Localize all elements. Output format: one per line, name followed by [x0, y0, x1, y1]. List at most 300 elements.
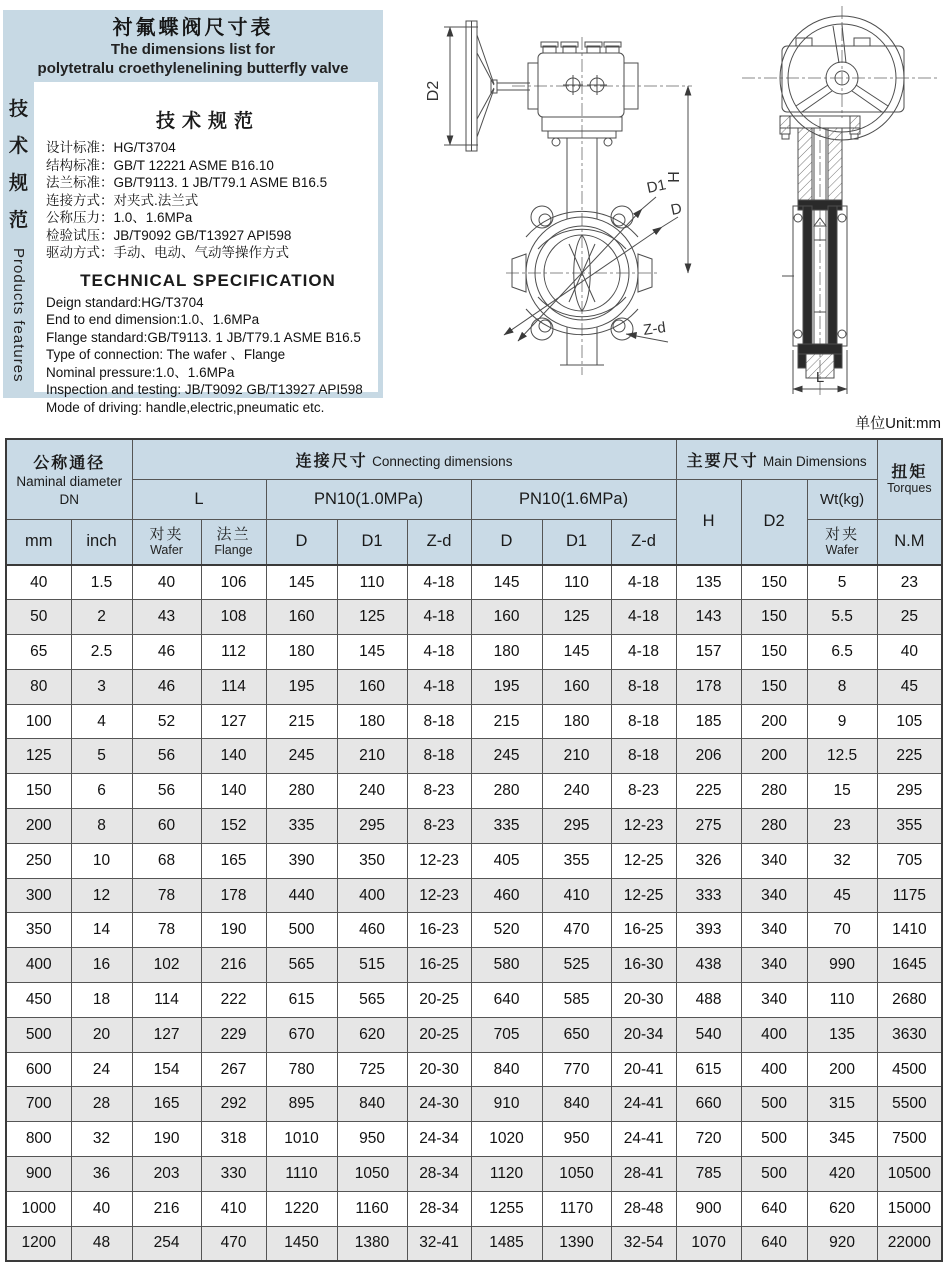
cell: 70 [807, 913, 877, 948]
cell: 12.5 [807, 739, 877, 774]
header-D1-pn16: D1 [542, 519, 611, 565]
dimensions-table-body [6, 565, 942, 1261]
header-nominal-zh: 公称通径 [33, 454, 106, 472]
cell: 28 [71, 1087, 132, 1122]
cell: 315 [807, 1087, 877, 1122]
table-row [6, 600, 942, 635]
cell: 615 [266, 983, 337, 1018]
cell: 1170 [542, 1191, 611, 1226]
table-row [6, 704, 942, 739]
cell: 24-34 [407, 1122, 471, 1157]
cell: 840 [542, 1087, 611, 1122]
cell: 2680 [877, 983, 942, 1018]
cell: 500 [266, 913, 337, 948]
cell: 840 [337, 1087, 407, 1122]
panel-title-zh: 衬氟蝶阀尺寸表 [112, 17, 274, 39]
header-Zd-pn10: Z-d [407, 519, 471, 565]
cell: 2.5 [71, 635, 132, 670]
cell: 640 [741, 1226, 807, 1261]
table-row [6, 1157, 942, 1192]
cell: 410 [201, 1191, 266, 1226]
spec-line: Type of connection: The wafer 、Flange [46, 347, 286, 362]
cell: 9 [807, 704, 877, 739]
cell: 250 [6, 843, 71, 878]
cell: 28-34 [407, 1157, 471, 1192]
cell: 106 [201, 565, 266, 600]
table-row [6, 1052, 942, 1087]
cell: 165 [132, 1087, 201, 1122]
cell: 410 [542, 878, 611, 913]
cell: 295 [542, 809, 611, 844]
spec-line: Inspection and testing: JB/T9092 GB/T13927 API598 [46, 382, 363, 397]
table-row [6, 1191, 942, 1226]
cell: 24-41 [611, 1087, 676, 1122]
cell: 150 [741, 600, 807, 635]
cell: 340 [741, 913, 807, 948]
spec-line: 法兰标准：GB/T9113. 1 JB/T79.1 ASME B16.5 [46, 175, 328, 190]
table-row [6, 878, 942, 913]
cell: 114 [201, 669, 266, 704]
cell: 200 [807, 1052, 877, 1087]
cell: 18 [71, 983, 132, 1018]
cell: 333 [676, 878, 741, 913]
cell: 1645 [877, 948, 942, 983]
side-label-en: Products features [10, 248, 27, 383]
unit-note: 单位Unit:mm [855, 415, 941, 432]
side-strip [3, 82, 34, 392]
table-row [6, 913, 942, 948]
cell: 840 [471, 1052, 542, 1087]
cell: 6 [71, 774, 132, 809]
cell: 335 [266, 809, 337, 844]
cell: 640 [741, 1191, 807, 1226]
cell: 152 [201, 809, 266, 844]
cell: 5.5 [807, 600, 877, 635]
spec-heading-en: TECHNICAL SPECIFICATION [80, 270, 336, 290]
cell: 110 [542, 565, 611, 600]
cell: 20-30 [407, 1052, 471, 1087]
cell: 160 [266, 600, 337, 635]
cell: 145 [542, 635, 611, 670]
cell: 178 [201, 878, 266, 913]
cell: 127 [201, 704, 266, 739]
cell: 150 [741, 635, 807, 670]
cell: 45 [807, 878, 877, 913]
cell: 4-18 [611, 635, 676, 670]
cell: 4-18 [407, 600, 471, 635]
table-row [6, 809, 942, 844]
cell: 280 [266, 774, 337, 809]
cell: 470 [542, 913, 611, 948]
cell: 20-41 [611, 1052, 676, 1087]
cell: 275 [676, 809, 741, 844]
cell: 240 [542, 774, 611, 809]
cell: 16 [71, 948, 132, 983]
cell: 1020 [471, 1122, 542, 1157]
cell: 140 [201, 774, 266, 809]
cell: 393 [676, 913, 741, 948]
cell: 24-30 [407, 1087, 471, 1122]
cell: 28-48 [611, 1191, 676, 1226]
cell: 23 [807, 809, 877, 844]
cell: 108 [201, 600, 266, 635]
cell: 46 [132, 669, 201, 704]
header-wafer-wt: 对夹 Wafer [807, 519, 877, 565]
dimensions-table [5, 438, 943, 1262]
cell: 43 [132, 600, 201, 635]
cell: 23 [877, 565, 942, 600]
cell: 615 [676, 1052, 741, 1087]
cell: 725 [337, 1052, 407, 1087]
cell: 105 [877, 704, 942, 739]
cell: 1200 [6, 1226, 71, 1261]
cell: 20-30 [611, 983, 676, 1018]
cell: 5500 [877, 1087, 942, 1122]
cell: 114 [132, 983, 201, 1018]
cell: 400 [337, 878, 407, 913]
table-row [6, 774, 942, 809]
cell: 15 [807, 774, 877, 809]
cell: 52 [132, 704, 201, 739]
cell: 200 [741, 704, 807, 739]
cell: 520 [471, 913, 542, 948]
cell: 8-23 [407, 774, 471, 809]
cell: 1120 [471, 1157, 542, 1192]
table-row [6, 1122, 942, 1157]
cell: 355 [542, 843, 611, 878]
cell: 16-23 [407, 913, 471, 948]
panel-title-en-line1: The dimensions list for [110, 41, 276, 58]
cell: 280 [741, 774, 807, 809]
table-row [6, 635, 942, 670]
cell: 225 [877, 739, 942, 774]
table-row [6, 1017, 942, 1052]
cell: 295 [877, 774, 942, 809]
cell: 580 [471, 948, 542, 983]
cell: 460 [471, 878, 542, 913]
cell: 203 [132, 1157, 201, 1192]
cell: 4500 [877, 1052, 942, 1087]
cell: 8-18 [611, 739, 676, 774]
cell: 280 [741, 809, 807, 844]
cell: 470 [201, 1226, 266, 1261]
cell: 585 [542, 983, 611, 1018]
cell: 254 [132, 1226, 201, 1261]
cell: 5 [71, 739, 132, 774]
cell: 4-18 [407, 669, 471, 704]
cell: 150 [741, 669, 807, 704]
cell: 127 [132, 1017, 201, 1052]
cell: 16-25 [611, 913, 676, 948]
cell: 12 [71, 878, 132, 913]
cell: 990 [807, 948, 877, 983]
cell: 100 [6, 704, 71, 739]
header-pn10: PN10(1.0MPa) [266, 479, 471, 519]
cell: 154 [132, 1052, 201, 1087]
cell: 440 [266, 878, 337, 913]
cell: 785 [676, 1157, 741, 1192]
cell: 24-41 [611, 1122, 676, 1157]
cell: 700 [6, 1087, 71, 1122]
cell: 1390 [542, 1226, 611, 1261]
spec-line: Deign standard:HG/T3704 [46, 294, 204, 310]
cell: 8-18 [407, 739, 471, 774]
cell: 1110 [266, 1157, 337, 1192]
cell: 1010 [266, 1122, 337, 1157]
dim-label-d: D [669, 200, 684, 219]
cell: 280 [471, 774, 542, 809]
cell: 705 [471, 1017, 542, 1052]
header-nm: N.M [877, 519, 942, 565]
cell: 8-18 [611, 669, 676, 704]
cell: 48 [71, 1226, 132, 1261]
cell: 400 [741, 1017, 807, 1052]
cell: 10 [71, 843, 132, 878]
cell: 267 [201, 1052, 266, 1087]
cell: 515 [337, 948, 407, 983]
cell: 12-23 [407, 878, 471, 913]
cell: 78 [132, 878, 201, 913]
cell: 900 [6, 1157, 71, 1192]
cell: 600 [6, 1052, 71, 1087]
cell: 36 [71, 1157, 132, 1192]
cell: 3 [71, 669, 132, 704]
cell: 670 [266, 1017, 337, 1052]
cell: 350 [6, 913, 71, 948]
spec-line: 公称压力：1.0、1.6MPa [46, 210, 193, 225]
spec-lines-en [46, 294, 370, 417]
cell: 460 [337, 913, 407, 948]
side-label-zh [9, 100, 28, 248]
cell: 143 [676, 600, 741, 635]
cell: 178 [676, 669, 741, 704]
header-connecting-dimensions: 连接尺寸 Connecting dimensions [132, 439, 676, 479]
side-char: 规 [8, 173, 28, 194]
cell: 160 [471, 600, 542, 635]
cell: 225 [676, 774, 741, 809]
cell: 185 [676, 704, 741, 739]
cell: 1050 [337, 1157, 407, 1192]
dim-label-h: H [666, 171, 683, 183]
cell: 150 [741, 565, 807, 600]
cell: 150 [6, 774, 71, 809]
table-row [6, 1226, 942, 1261]
cell: 4-18 [407, 635, 471, 670]
cell: 200 [741, 739, 807, 774]
cell: 180 [471, 635, 542, 670]
valve-side-view-drawing [736, 0, 946, 400]
cell: 50 [6, 600, 71, 635]
cell: 500 [6, 1017, 71, 1052]
cell: 1485 [471, 1226, 542, 1261]
header-wafer: 对夹 Wafer [132, 519, 201, 565]
cell: 335 [471, 809, 542, 844]
cell: 390 [266, 843, 337, 878]
cell: 7500 [877, 1122, 942, 1157]
cell: 200 [6, 809, 71, 844]
cell: 240 [337, 774, 407, 809]
cell: 180 [266, 635, 337, 670]
cell: 78 [132, 913, 201, 948]
cell: 145 [266, 565, 337, 600]
cell: 500 [741, 1157, 807, 1192]
cell: 65 [6, 635, 71, 670]
cell: 125 [6, 739, 71, 774]
cell: 110 [337, 565, 407, 600]
cell: 350 [337, 843, 407, 878]
cell: 8 [807, 669, 877, 704]
cell: 895 [266, 1087, 337, 1122]
table-row [6, 669, 942, 704]
spec-line: 驱动方式：手动、电动、气动等操作方式 [46, 245, 289, 260]
cell: 1.5 [71, 565, 132, 600]
table-row [6, 1087, 942, 1122]
header-D1-pn10: D1 [337, 519, 407, 565]
spec-box [34, 82, 378, 415]
spec-line: Nominal pressure:1.0、1.6MPa [46, 364, 235, 380]
cell: 229 [201, 1017, 266, 1052]
cell: 720 [676, 1122, 741, 1157]
cell: 145 [471, 565, 542, 600]
cell: 910 [471, 1087, 542, 1122]
cell: 10500 [877, 1157, 942, 1192]
header-wt: Wt(kg) [807, 479, 877, 519]
cell: 420 [807, 1157, 877, 1192]
table-row [6, 739, 942, 774]
cell: 125 [337, 600, 407, 635]
cell: 25 [877, 600, 942, 635]
cell: 110 [807, 983, 877, 1018]
cell: 640 [471, 983, 542, 1018]
cell: 165 [201, 843, 266, 878]
cell: 180 [337, 704, 407, 739]
cell: 488 [676, 983, 741, 1018]
cell: 340 [741, 983, 807, 1018]
cell: 900 [676, 1191, 741, 1226]
dim-label-l: L [815, 369, 825, 386]
cell: 4 [71, 704, 132, 739]
cell: 190 [132, 1122, 201, 1157]
header-pn16: PN10(1.6MPa) [471, 479, 676, 519]
spec-line: 连接方式：对夹式.法兰式 [46, 192, 199, 208]
header-main-dimensions: 主要尺寸 Main Dimensions [676, 439, 877, 479]
spec-line: 检验试压：JB/T9092 GB/T13927 API598 [46, 227, 292, 243]
cell: 405 [471, 843, 542, 878]
cell: 125 [542, 600, 611, 635]
cell: 190 [201, 913, 266, 948]
cell: 40 [877, 635, 942, 670]
cell: 1410 [877, 913, 942, 948]
cell: 950 [337, 1122, 407, 1157]
dim-label-d2: D2 [425, 80, 442, 102]
cell: 180 [542, 704, 611, 739]
spec-line: 结构标准：GB/T 12221 ASME B16.10 [46, 157, 274, 173]
cell: 40 [6, 565, 71, 600]
table-row [6, 843, 942, 878]
cell: 8-23 [407, 809, 471, 844]
cell: 1220 [266, 1191, 337, 1226]
header-flange: 法兰 Flange [201, 519, 266, 565]
cell: 330 [201, 1157, 266, 1192]
cell: 540 [676, 1017, 741, 1052]
header-H: H [676, 479, 741, 565]
cell: 40 [71, 1191, 132, 1226]
cell: 1050 [542, 1157, 611, 1192]
cell: 355 [877, 809, 942, 844]
cell: 8-18 [407, 704, 471, 739]
cell: 300 [6, 878, 71, 913]
header-torques: 扭矩 Torques [877, 439, 942, 519]
header-nominal-diameter [6, 439, 132, 519]
cell: 28-41 [611, 1157, 676, 1192]
info-panel [3, 10, 383, 415]
cell: 20-34 [611, 1017, 676, 1052]
cell: 438 [676, 948, 741, 983]
cell: 920 [807, 1226, 877, 1261]
cell: 160 [542, 669, 611, 704]
cell: 135 [676, 565, 741, 600]
header-Zd-pn16: Z-d [611, 519, 676, 565]
cell: 160 [337, 669, 407, 704]
cell: 20-25 [407, 1017, 471, 1052]
cell: 245 [266, 739, 337, 774]
valve-front-view-drawing [390, 5, 702, 403]
cell: 112 [201, 635, 266, 670]
cell: 20-25 [407, 983, 471, 1018]
cell: 620 [807, 1191, 877, 1226]
cell: 45 [877, 669, 942, 704]
cell: 22000 [877, 1226, 942, 1261]
cell: 292 [201, 1087, 266, 1122]
cell: 14 [71, 913, 132, 948]
side-char: 技 [8, 99, 28, 120]
cell: 2 [71, 600, 132, 635]
spec-lines-zh [46, 139, 370, 262]
cell: 1255 [471, 1191, 542, 1226]
cell: 950 [542, 1122, 611, 1157]
cell: 60 [132, 809, 201, 844]
cell: 1000 [6, 1191, 71, 1226]
cell: 12-23 [611, 809, 676, 844]
header-L: L [132, 479, 266, 519]
cell: 195 [471, 669, 542, 704]
side-char: 范 [8, 210, 28, 231]
cell: 5 [807, 565, 877, 600]
header-D-pn10: D [266, 519, 337, 565]
header-nominal-en: Naminal diameter [16, 473, 123, 489]
cell: 6.5 [807, 635, 877, 670]
cell: 500 [741, 1122, 807, 1157]
table-row [6, 948, 942, 983]
spec-line: Flange standard:GB/T9113. 1 JB/T79.1 ASME B16.5 [46, 329, 361, 345]
header-D-pn16: D [471, 519, 542, 565]
cell: 12-25 [611, 878, 676, 913]
cell: 565 [337, 983, 407, 1018]
cell: 68 [132, 843, 201, 878]
dim-label-zd: Z-d [642, 318, 667, 339]
cell: 12-25 [611, 843, 676, 878]
cell: 1380 [337, 1226, 407, 1261]
cell: 206 [676, 739, 741, 774]
cell: 1175 [877, 878, 942, 913]
cell: 4-18 [611, 565, 676, 600]
cell: 56 [132, 774, 201, 809]
cell: 216 [201, 948, 266, 983]
panel-title-en-line2: polytetralu croethylenelining butterfly valve [37, 59, 349, 77]
cell: 340 [741, 843, 807, 878]
cell: 4-18 [611, 600, 676, 635]
cell: 56 [132, 739, 201, 774]
